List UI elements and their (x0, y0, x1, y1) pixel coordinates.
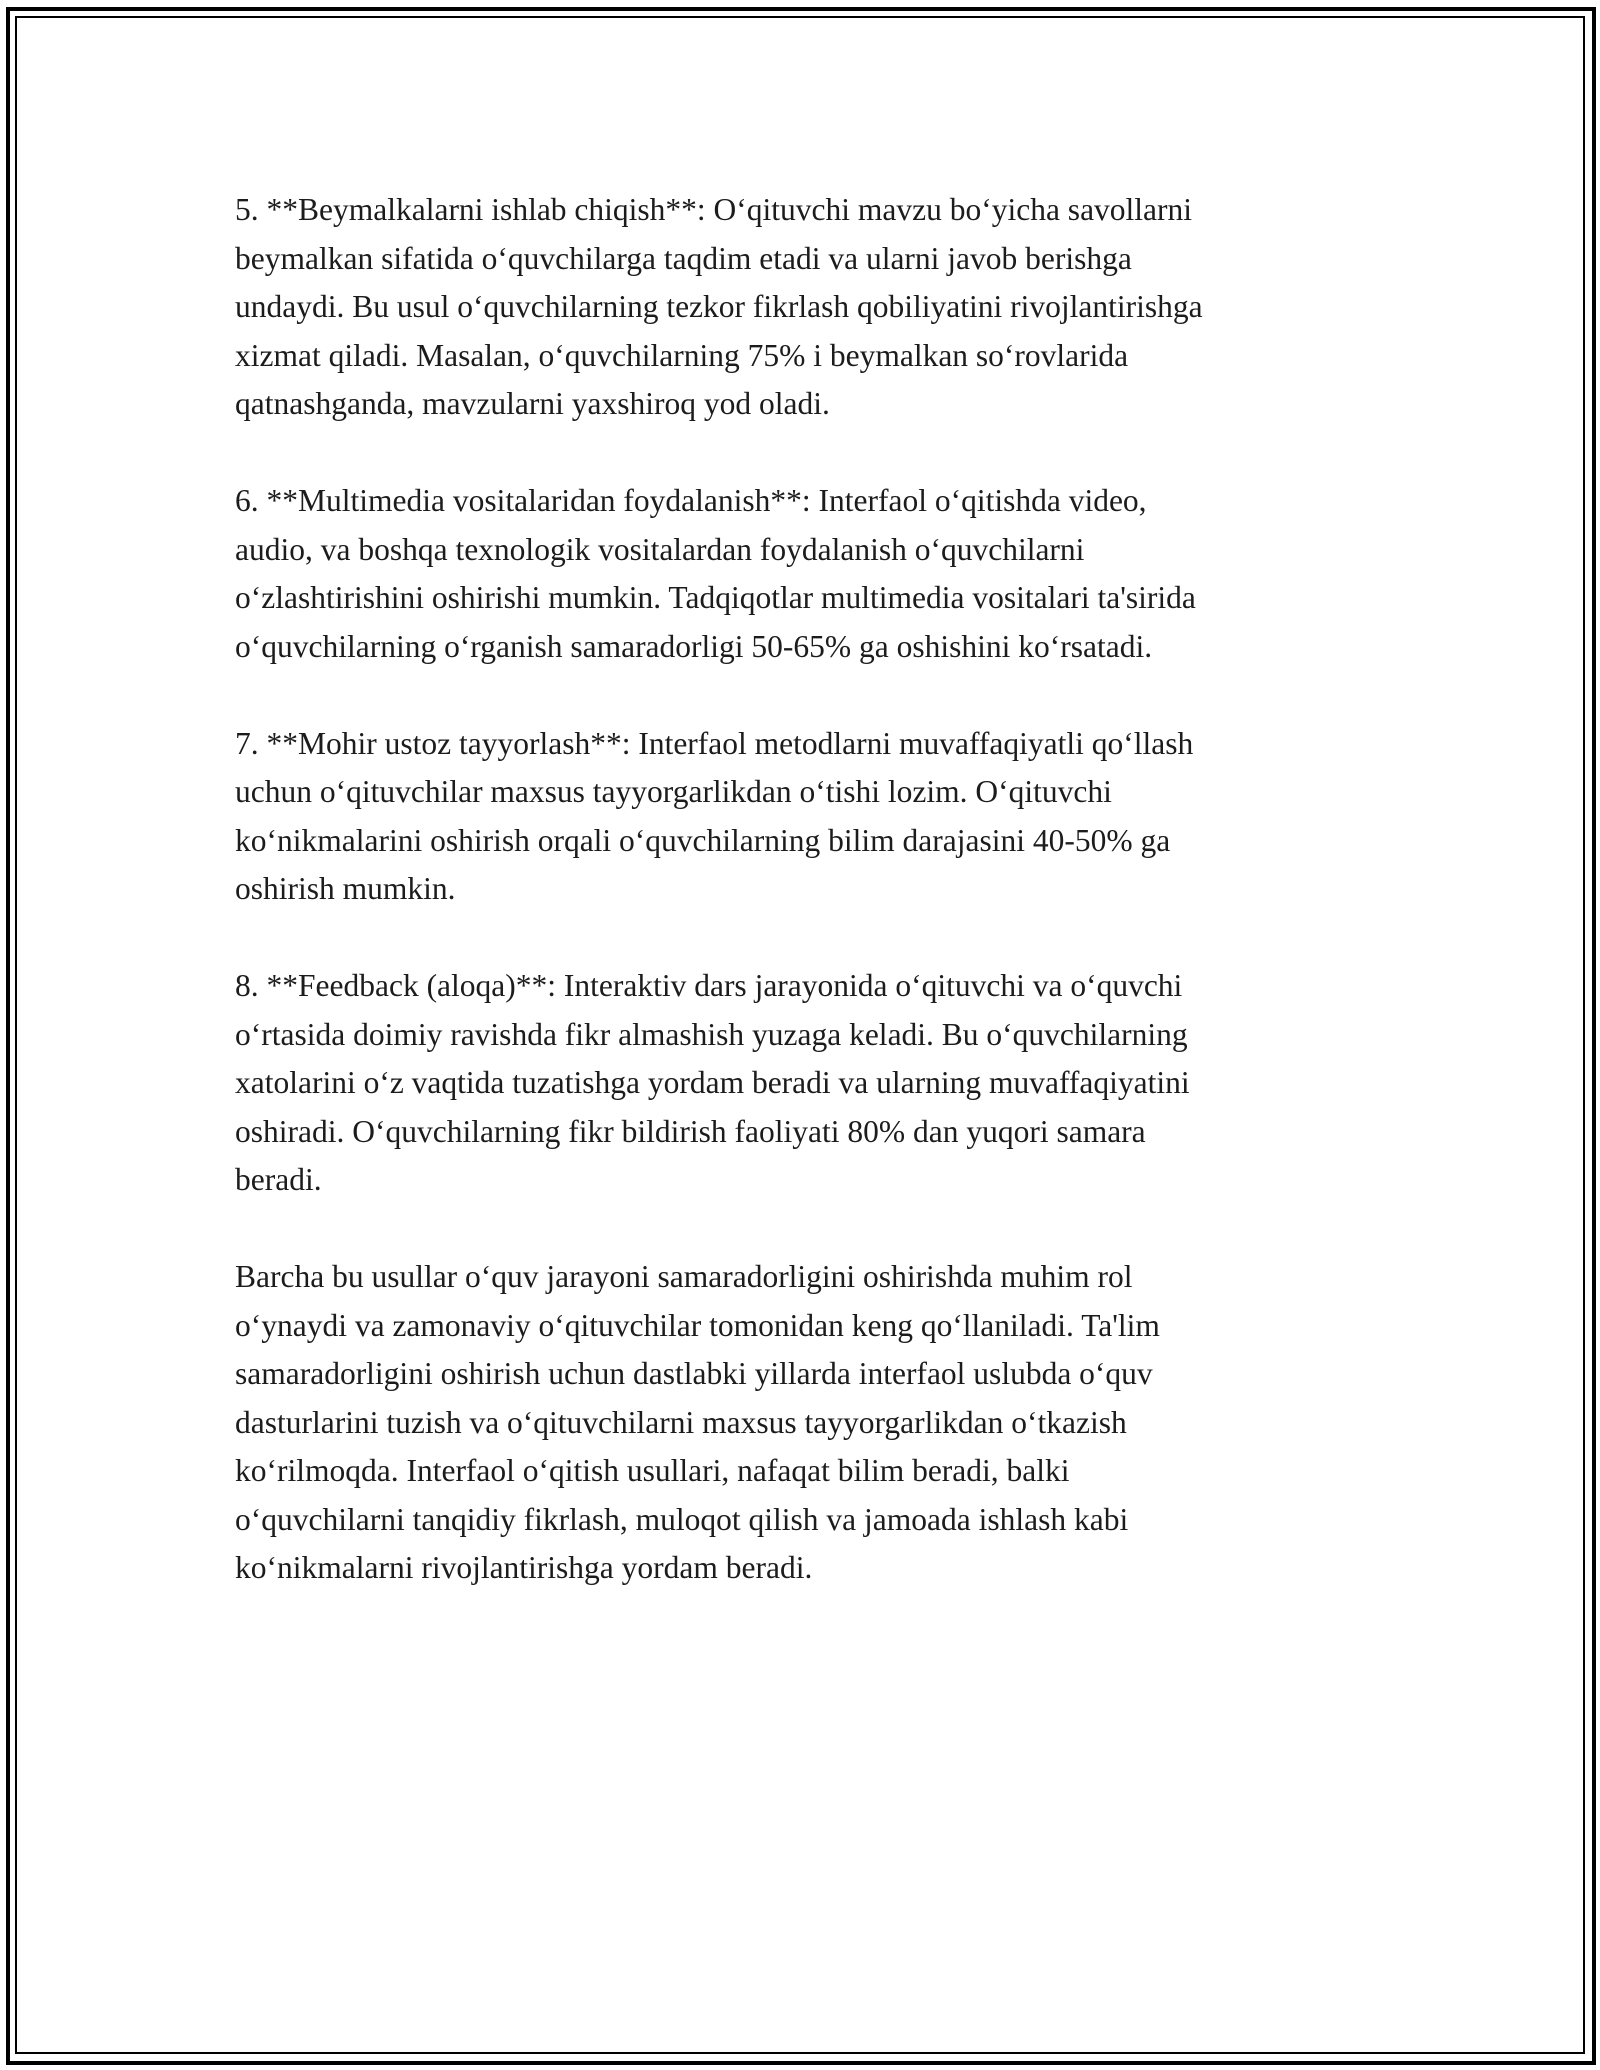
text-line: qatnashganda, mavzularni yaxshiroq yod oladi. (235, 386, 830, 421)
text-line: xatolarini o‘z vaqtida tuzatishga yordam beradi va ularning muvaffaqiyatini (235, 1065, 1190, 1100)
paragraph-conclusion (235, 1253, 1380, 1593)
text-line: oshiradi. O‘quvchilarning fikr bildirish faoliyati 80% dan yuqori samara (235, 1113, 1146, 1149)
text-line: samaradorligini oshirish uchun dastlabki yillarda interfaol uslubda o‘quv (235, 1356, 1153, 1391)
text-line: o‘ynaydi va zamonaviy o‘qituvchilar tomonidan keng qo‘llaniladi. Ta'lim (235, 1307, 1160, 1343)
paragraph-multimedia (235, 477, 1380, 671)
text-line: 8. **Feedback (aloqa)**: Interaktiv dars jarayonida o‘qituvchi va o‘quvchi (235, 968, 1183, 1003)
text-line: o‘quvchilarning o‘rganish samaradorligi 50-65% ga oshishini ko‘rsatadi. (235, 628, 1153, 664)
text-line: beymalkan sifatida o‘quvchilarga taqdim etadi va ularni javob berishga (235, 240, 1132, 276)
text-line: Barcha bu usullar o‘quv jarayoni samaradorligini oshirishda muhim rol (235, 1259, 1133, 1294)
text-line: 7. **Mohir ustoz tayyorlash**: Interfaol metodlarni muvaffaqiyatli qo‘llash (235, 725, 1194, 761)
text-line: undaydi. Bu usul o‘quvchilarning tezkor fikrlash qobiliyatini rivojlantirishga (235, 289, 1203, 324)
text-line: ko‘nikmalarini oshirish orqali o‘quvchilarning bilim darajasini 40-50% ga (235, 822, 1171, 858)
text-line: o‘quvchilarni tanqidiy fikrlash, muloqot qilish va jamoada ishlash kabi (235, 1501, 1129, 1537)
paragraph-feedback (235, 962, 1380, 1205)
text-line: xizmat qiladi. Masalan, o‘quvchilarning 75% i beymalkan so‘rovlarida (235, 337, 1129, 373)
text-line: beradi. (235, 1162, 322, 1197)
text-line: o‘rtasida doimiy ravishda fikr almashish yuzaga keladi. Bu o‘quvchilarning (235, 1016, 1188, 1052)
document-body (235, 186, 1380, 1641)
text-line: uchun o‘qituvchilar maxsus tayyorgarlikdan o‘tishi lozim. O‘qituvchi (235, 774, 1112, 809)
text-line: o‘zlashtirishini oshirishi mumkin. Tadqiqotlar multimedia vositalari ta'sirida (235, 580, 1196, 615)
text-line: 6. **Multimedia vositalaridan foydalanish**: Interfaol o‘qitishda video, (235, 483, 1147, 518)
paragraph-mohir-ustoz (235, 720, 1380, 914)
paragraph-beymalkalar (235, 186, 1380, 429)
text-line: ko‘nikmalarni rivojlantirishga yordam beradi. (235, 1550, 813, 1585)
text-line: oshirish mumkin. (235, 871, 456, 906)
text-line: ko‘rilmoqda. Interfaol o‘qitish usullari, nafaqat bilim beradi, balki (235, 1453, 1070, 1488)
text-line: 5. **Beymalkalarni ishlab chiqish**: O‘qituvchi mavzu bo‘yicha savollarni (235, 192, 1193, 227)
text-line: audio, va boshqa texnologik vositalardan foydalanish o‘quvchilarni (235, 531, 1085, 567)
text-line: dasturlarini tuzish va o‘qituvchilarni maxsus tayyorgarlikdan o‘tkazish (235, 1404, 1127, 1440)
